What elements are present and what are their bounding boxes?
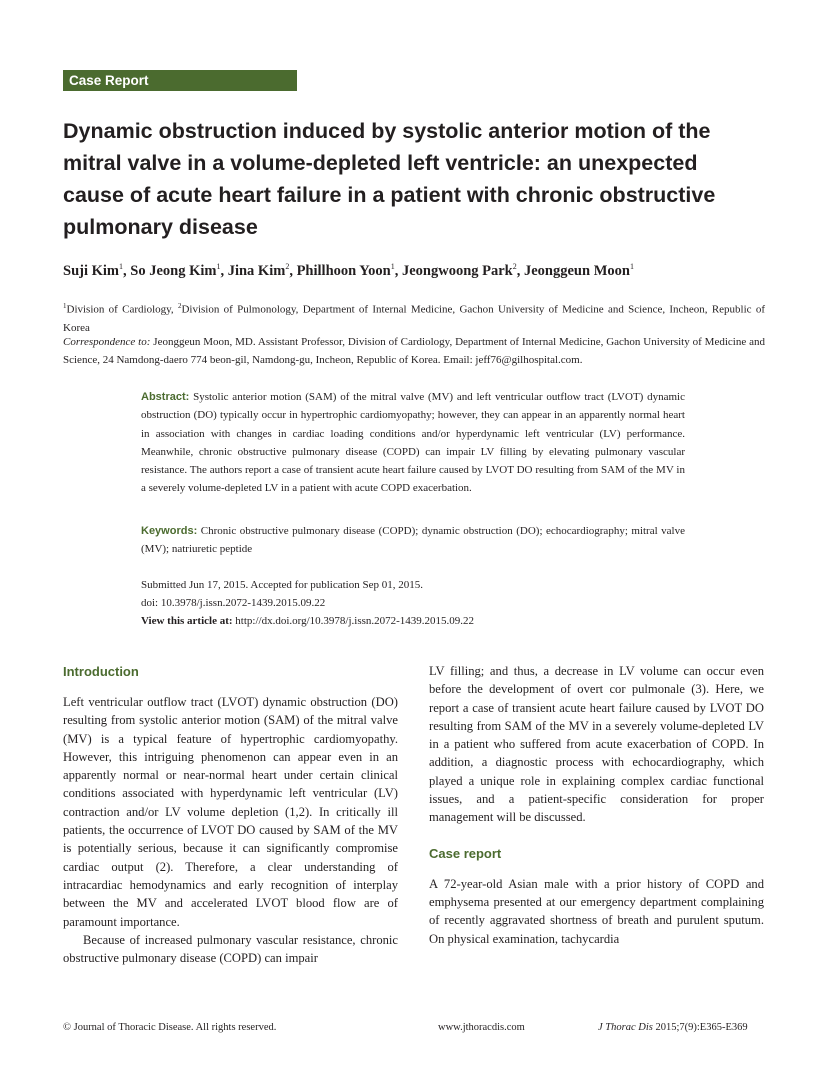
body-column-left xyxy=(63,662,398,967)
author: So Jeong Kim$^1$, xyxy=(130,262,228,279)
body-paragraph: A 72-year-old Asian male with a prior history of COPD and emphysema presented at our emergency department complaining of recently aggravated shortness of breath and purulent sputum. On physical examination, tachycardia xyxy=(429,876,764,946)
body-column-right xyxy=(429,662,764,948)
author: Jina Kim$^2$, xyxy=(227,262,297,279)
body-paragraph: LV filling; and thus, a decrease in LV volume can occur even before the development of overt cor pulmonale (3). Here, we report a case of transient acute heart failure caused by LVOT DO resulting from SAM of the MV in a severely volume-depleted LV in a patient who suffered from acute exacerbation of COPD. In addition, a diagnostic process with echocardiography, which played a unique role in explaining complex cardiac functional issues, and a patient-specific consideration for proper management will be discussed. xyxy=(429,664,764,825)
footer-copyright: © Journal of Thoracic Disease. All rights reserved. xyxy=(63,1022,277,1033)
doi: doi: 10.3978/j.issn.2072-1439.2015.09.22 xyxy=(141,597,326,609)
author: Jeongwoong Park$^2$, xyxy=(401,262,524,279)
footer-citation: J Thorac Dis 2015;7(9):E365-E369 xyxy=(598,1022,748,1033)
body-paragraph: Left ventricular outflow tract (LVOT) dynamic obstruction (DO) resulting from systolic anterior motion (SAM) of the mitral valve (MV) is a typical feature of hypertrophic cardiomyopathy. However, this intriguing phenomenon can appear even in an apparently normal or near-normal heart under certain clinical conditions associated with hyperdynamic left ventricular (LV) contraction and/or LV volume depletion (1,2). In critically ill patients, the occurrence of LVOT DO caused by SAM of the MV is potentially serious, because it can significantly compromise cardiac output (2). Therefore, a clear understanding of intracardiac hemodynamics and early recognition of interplay between the MV and accelerated LVOT blood flow are of paramount importance. xyxy=(63,695,398,929)
keywords: Keywords: Chronic obstructive pulmonary disease (COPD); dynamic obstruction (DO); echocardiography; mitral valve (MV); natriuretic peptide xyxy=(141,525,685,556)
section-tag: Case Report xyxy=(63,70,297,91)
introduction-heading: Introduction xyxy=(63,664,139,679)
abstract-label: Abstract: xyxy=(141,391,190,403)
keywords-label: Keywords: xyxy=(141,525,198,537)
abstract: Abstract: Systolic anterior motion (SAM) of the mitral valve (MV) and left ventricular outflow tract (LVOT) dynamic obstruction (DO) typically occur in hypertrophic cardiomyopathy; however, they can appear in an apparently normal heart in association with changes in cardiac loading conditions and/or hyperdynamic left ventricular (LV) performance. Meanwhile, chronic obstructive pulmonary disease (COPD) can impair LV filling by elevating pulmonary vascular resistance. The authors report a case of transient acute heart failure caused by LVOT DO resulting from SAM of the MV in a severely volume-depleted LV in a patient with acute COPD exacerbation. xyxy=(141,391,685,495)
author: Jeonggeun Moon$^1$ xyxy=(524,262,634,279)
article-title: Dynamic obstruction induced by systolic anterior motion of the mitral valve in a volume-depleted left ventricle: an unexpected cause of acute heart failure in a patient with chronic obstructive pulmonary disease xyxy=(63,119,716,239)
case-report-heading: Case report xyxy=(429,845,502,861)
publication-info xyxy=(141,576,701,630)
affiliations: $^1$Division of Cardiology, $^2$Division of Pulmonology, Department of Internal Medicine, Gachon University of Medicine and Science, Incheon, Republic of Korea xyxy=(63,302,766,334)
footer-website[interactable]: www.jthoracdis.com xyxy=(438,1022,525,1033)
body-paragraph: Because of increased pulmonary vascular resistance, chronic obstructive pulmonary disease (COPD) can impair xyxy=(63,932,398,966)
correspondence: Correspondence to: Jeonggeun Moon, MD. Assistant Professor, Division of Cardiology, Department of Internal Medicine, Gachon University of Medicine and Science, 24 Namdong-daero 774 beon-gil, Namdong-gu, Incheon, Republic of Korea. Email: jeff76@gilhospital.com. xyxy=(63,336,765,366)
submission-dates: Submitted Jun 17, 2015. Accepted for publication Sep 01, 2015. xyxy=(141,579,423,591)
author: Suji Kim$^1$, xyxy=(63,262,131,279)
view-article-link[interactable]: View this article at: http://dx.doi.org/10.3978/j.issn.2072-1439.2015.09.22 xyxy=(141,615,475,627)
author-list xyxy=(63,262,763,280)
author: Phillhoon Yoon$^1$, xyxy=(296,262,402,279)
